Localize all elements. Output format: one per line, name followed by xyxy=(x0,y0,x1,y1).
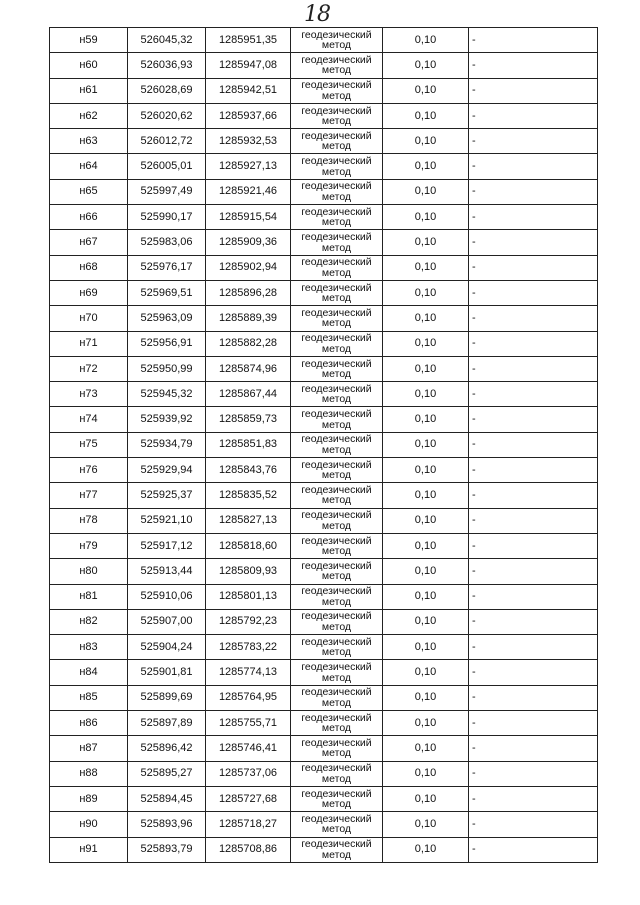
table-row xyxy=(50,382,598,407)
accuracy-cell: 0,10 xyxy=(383,609,469,634)
point-name-cell: н91 xyxy=(50,837,128,862)
table-row xyxy=(50,711,598,736)
point-name-cell: н65 xyxy=(50,179,128,204)
x-coordinate-cell: 526012,72 xyxy=(128,129,206,154)
point-name-cell: н90 xyxy=(50,812,128,837)
note-cell: - xyxy=(469,356,598,381)
table-row xyxy=(50,458,598,483)
note-cell: - xyxy=(469,53,598,78)
note-cell: - xyxy=(469,812,598,837)
table-row xyxy=(50,255,598,280)
accuracy-cell: 0,10 xyxy=(383,205,469,230)
point-name-cell: н60 xyxy=(50,53,128,78)
x-coordinate-cell: 525929,94 xyxy=(128,458,206,483)
table-row xyxy=(50,761,598,786)
accuracy-cell: 0,10 xyxy=(383,812,469,837)
table-row xyxy=(50,78,598,103)
method-cell: геодезический метод xyxy=(291,458,383,483)
x-coordinate-cell: 525910,06 xyxy=(128,584,206,609)
x-coordinate-cell: 525893,79 xyxy=(128,837,206,862)
point-name-cell: н69 xyxy=(50,280,128,305)
method-cell: геодезический метод xyxy=(291,154,383,179)
accuracy-cell: 0,10 xyxy=(383,78,469,103)
method-cell: геодезический метод xyxy=(291,761,383,786)
x-coordinate-cell: 526020,62 xyxy=(128,103,206,128)
method-cell: геодезический метод xyxy=(291,331,383,356)
note-cell: - xyxy=(469,432,598,457)
note-cell: - xyxy=(469,508,598,533)
note-cell: - xyxy=(469,78,598,103)
y-coordinate-cell: 1285927,13 xyxy=(206,154,291,179)
point-name-cell: н79 xyxy=(50,533,128,558)
note-cell: - xyxy=(469,255,598,280)
table-row xyxy=(50,129,598,154)
point-name-cell: н63 xyxy=(50,129,128,154)
accuracy-cell: 0,10 xyxy=(383,660,469,685)
y-coordinate-cell: 1285874,96 xyxy=(206,356,291,381)
x-coordinate-cell: 525895,27 xyxy=(128,761,206,786)
note-cell: - xyxy=(469,179,598,204)
x-coordinate-cell: 525983,06 xyxy=(128,230,206,255)
table-row xyxy=(50,230,598,255)
page-number: 18 xyxy=(304,2,330,27)
x-coordinate-cell: 525897,89 xyxy=(128,711,206,736)
y-coordinate-cell: 1285867,44 xyxy=(206,382,291,407)
note-cell: - xyxy=(469,154,598,179)
note-cell: - xyxy=(469,559,598,584)
table-row xyxy=(50,609,598,634)
method-cell: геодезический метод xyxy=(291,53,383,78)
method-cell: геодезический метод xyxy=(291,609,383,634)
point-name-cell: н78 xyxy=(50,508,128,533)
x-coordinate-cell: 525893,96 xyxy=(128,812,206,837)
accuracy-cell: 0,10 xyxy=(383,331,469,356)
point-name-cell: н72 xyxy=(50,356,128,381)
y-coordinate-cell: 1285801,13 xyxy=(206,584,291,609)
table-row xyxy=(50,306,598,331)
accuracy-cell: 0,10 xyxy=(383,179,469,204)
x-coordinate-cell: 525917,12 xyxy=(128,533,206,558)
table-row xyxy=(50,635,598,660)
y-coordinate-cell: 1285746,41 xyxy=(206,736,291,761)
method-cell: геодезический метод xyxy=(291,635,383,660)
accuracy-cell: 0,10 xyxy=(383,533,469,558)
note-cell: - xyxy=(469,660,598,685)
table-row xyxy=(50,786,598,811)
accuracy-cell: 0,10 xyxy=(383,356,469,381)
note-cell: - xyxy=(469,584,598,609)
method-cell: геодезический метод xyxy=(291,255,383,280)
table-row xyxy=(50,812,598,837)
table-row xyxy=(50,685,598,710)
y-coordinate-cell: 1285718,27 xyxy=(206,812,291,837)
point-name-cell: н81 xyxy=(50,584,128,609)
table-row xyxy=(50,837,598,862)
accuracy-cell: 0,10 xyxy=(383,407,469,432)
y-coordinate-cell: 1285835,52 xyxy=(206,483,291,508)
accuracy-cell: 0,10 xyxy=(383,711,469,736)
note-cell: - xyxy=(469,483,598,508)
point-name-cell: н70 xyxy=(50,306,128,331)
y-coordinate-cell: 1285942,51 xyxy=(206,78,291,103)
note-cell: - xyxy=(469,28,598,53)
accuracy-cell: 0,10 xyxy=(383,458,469,483)
note-cell: - xyxy=(469,230,598,255)
x-coordinate-cell: 525907,00 xyxy=(128,609,206,634)
method-cell: геодезический метод xyxy=(291,533,383,558)
x-coordinate-cell: 526045,32 xyxy=(128,28,206,53)
point-name-cell: н74 xyxy=(50,407,128,432)
point-name-cell: н64 xyxy=(50,154,128,179)
y-coordinate-cell: 1285882,28 xyxy=(206,331,291,356)
note-cell: - xyxy=(469,382,598,407)
x-coordinate-cell: 526036,93 xyxy=(128,53,206,78)
table-row xyxy=(50,103,598,128)
x-coordinate-cell: 525901,81 xyxy=(128,660,206,685)
y-coordinate-cell: 1285843,76 xyxy=(206,458,291,483)
table-row xyxy=(50,584,598,609)
method-cell: геодезический метод xyxy=(291,432,383,457)
y-coordinate-cell: 1285737,06 xyxy=(206,761,291,786)
note-cell: - xyxy=(469,458,598,483)
accuracy-cell: 0,10 xyxy=(383,306,469,331)
table-row xyxy=(50,736,598,761)
x-coordinate-cell: 525945,32 xyxy=(128,382,206,407)
method-cell: геодезический метод xyxy=(291,78,383,103)
point-name-cell: н86 xyxy=(50,711,128,736)
method-cell: геодезический метод xyxy=(291,230,383,255)
accuracy-cell: 0,10 xyxy=(383,103,469,128)
point-name-cell: н62 xyxy=(50,103,128,128)
table-row xyxy=(50,559,598,584)
table-row xyxy=(50,53,598,78)
accuracy-cell: 0,10 xyxy=(383,736,469,761)
point-name-cell: н61 xyxy=(50,78,128,103)
method-cell: геодезический метод xyxy=(291,508,383,533)
point-name-cell: н89 xyxy=(50,786,128,811)
y-coordinate-cell: 1285889,39 xyxy=(206,306,291,331)
x-coordinate-cell: 525997,49 xyxy=(128,179,206,204)
note-cell: - xyxy=(469,685,598,710)
y-coordinate-cell: 1285827,13 xyxy=(206,508,291,533)
note-cell: - xyxy=(469,306,598,331)
accuracy-cell: 0,10 xyxy=(383,280,469,305)
y-coordinate-cell: 1285896,28 xyxy=(206,280,291,305)
y-coordinate-cell: 1285792,23 xyxy=(206,609,291,634)
y-coordinate-cell: 1285915,54 xyxy=(206,205,291,230)
x-coordinate-cell: 525969,51 xyxy=(128,280,206,305)
y-coordinate-cell: 1285902,94 xyxy=(206,255,291,280)
x-coordinate-cell: 526028,69 xyxy=(128,78,206,103)
method-cell: геодезический метод xyxy=(291,356,383,381)
x-coordinate-cell: 525899,69 xyxy=(128,685,206,710)
point-name-cell: н71 xyxy=(50,331,128,356)
method-cell: геодезический метод xyxy=(291,382,383,407)
y-coordinate-cell: 1285859,73 xyxy=(206,407,291,432)
point-name-cell: н82 xyxy=(50,609,128,634)
method-cell: геодезический метод xyxy=(291,306,383,331)
x-coordinate-cell: 525913,44 xyxy=(128,559,206,584)
x-coordinate-cell: 526005,01 xyxy=(128,154,206,179)
point-name-cell: н88 xyxy=(50,761,128,786)
accuracy-cell: 0,10 xyxy=(383,559,469,584)
table-row xyxy=(50,331,598,356)
point-name-cell: н80 xyxy=(50,559,128,584)
accuracy-cell: 0,10 xyxy=(383,483,469,508)
y-coordinate-cell: 1285937,66 xyxy=(206,103,291,128)
note-cell: - xyxy=(469,103,598,128)
method-cell: геодезический метод xyxy=(291,483,383,508)
x-coordinate-cell: 525904,24 xyxy=(128,635,206,660)
accuracy-cell: 0,10 xyxy=(383,53,469,78)
y-coordinate-cell: 1285921,46 xyxy=(206,179,291,204)
method-cell: геодезический метод xyxy=(291,786,383,811)
x-coordinate-cell: 525976,17 xyxy=(128,255,206,280)
x-coordinate-cell: 525950,99 xyxy=(128,356,206,381)
note-cell: - xyxy=(469,205,598,230)
point-name-cell: н59 xyxy=(50,28,128,53)
accuracy-cell: 0,10 xyxy=(383,28,469,53)
accuracy-cell: 0,10 xyxy=(383,584,469,609)
method-cell: геодезический метод xyxy=(291,179,383,204)
point-name-cell: н85 xyxy=(50,685,128,710)
y-coordinate-cell: 1285774,13 xyxy=(206,660,291,685)
method-cell: геодезический метод xyxy=(291,103,383,128)
note-cell: - xyxy=(469,736,598,761)
accuracy-cell: 0,10 xyxy=(383,382,469,407)
y-coordinate-cell: 1285851,83 xyxy=(206,432,291,457)
x-coordinate-cell: 525896,42 xyxy=(128,736,206,761)
table-row xyxy=(50,533,598,558)
table-row xyxy=(50,508,598,533)
table-row xyxy=(50,356,598,381)
x-coordinate-cell: 525939,92 xyxy=(128,407,206,432)
accuracy-cell: 0,10 xyxy=(383,761,469,786)
method-cell: геодезический метод xyxy=(291,685,383,710)
point-name-cell: н68 xyxy=(50,255,128,280)
note-cell: - xyxy=(469,533,598,558)
note-cell: - xyxy=(469,635,598,660)
accuracy-cell: 0,10 xyxy=(383,635,469,660)
point-name-cell: н66 xyxy=(50,205,128,230)
table-row xyxy=(50,154,598,179)
method-cell: геодезический метод xyxy=(291,736,383,761)
method-cell: геодезический метод xyxy=(291,711,383,736)
table-row xyxy=(50,280,598,305)
table-body xyxy=(50,28,598,863)
note-cell: - xyxy=(469,407,598,432)
note-cell: - xyxy=(469,711,598,736)
point-name-cell: н87 xyxy=(50,736,128,761)
accuracy-cell: 0,10 xyxy=(383,129,469,154)
accuracy-cell: 0,10 xyxy=(383,255,469,280)
y-coordinate-cell: 1285818,60 xyxy=(206,533,291,558)
point-name-cell: н76 xyxy=(50,458,128,483)
x-coordinate-cell: 525934,79 xyxy=(128,432,206,457)
method-cell: геодезический метод xyxy=(291,407,383,432)
y-coordinate-cell: 1285783,22 xyxy=(206,635,291,660)
point-name-cell: н75 xyxy=(50,432,128,457)
y-coordinate-cell: 1285755,71 xyxy=(206,711,291,736)
table-row xyxy=(50,205,598,230)
y-coordinate-cell: 1285951,35 xyxy=(206,28,291,53)
x-coordinate-cell: 525956,91 xyxy=(128,331,206,356)
table-row xyxy=(50,432,598,457)
y-coordinate-cell: 1285764,95 xyxy=(206,685,291,710)
method-cell: геодезический метод xyxy=(291,812,383,837)
note-cell: - xyxy=(469,761,598,786)
accuracy-cell: 0,10 xyxy=(383,837,469,862)
y-coordinate-cell: 1285809,93 xyxy=(206,559,291,584)
note-cell: - xyxy=(469,609,598,634)
point-name-cell: н67 xyxy=(50,230,128,255)
table-row xyxy=(50,660,598,685)
coordinates-table xyxy=(49,27,598,863)
accuracy-cell: 0,10 xyxy=(383,685,469,710)
method-cell: геодезический метод xyxy=(291,584,383,609)
y-coordinate-cell: 1285932,53 xyxy=(206,129,291,154)
table-row xyxy=(50,179,598,204)
point-name-cell: н83 xyxy=(50,635,128,660)
y-coordinate-cell: 1285708,86 xyxy=(206,837,291,862)
table-row xyxy=(50,483,598,508)
x-coordinate-cell: 525894,45 xyxy=(128,786,206,811)
method-cell: геодезический метод xyxy=(291,205,383,230)
note-cell: - xyxy=(469,331,598,356)
accuracy-cell: 0,10 xyxy=(383,786,469,811)
method-cell: геодезический метод xyxy=(291,559,383,584)
accuracy-cell: 0,10 xyxy=(383,432,469,457)
x-coordinate-cell: 525963,09 xyxy=(128,306,206,331)
note-cell: - xyxy=(469,786,598,811)
method-cell: геодезический метод xyxy=(291,129,383,154)
point-name-cell: н77 xyxy=(50,483,128,508)
table-row xyxy=(50,407,598,432)
y-coordinate-cell: 1285909,36 xyxy=(206,230,291,255)
method-cell: геодезический метод xyxy=(291,280,383,305)
method-cell: геодезический метод xyxy=(291,660,383,685)
accuracy-cell: 0,10 xyxy=(383,154,469,179)
accuracy-cell: 0,10 xyxy=(383,230,469,255)
y-coordinate-cell: 1285727,68 xyxy=(206,786,291,811)
point-name-cell: н73 xyxy=(50,382,128,407)
note-cell: - xyxy=(469,837,598,862)
x-coordinate-cell: 525990,17 xyxy=(128,205,206,230)
method-cell: геодезический метод xyxy=(291,28,383,53)
x-coordinate-cell: 525921,10 xyxy=(128,508,206,533)
note-cell: - xyxy=(469,280,598,305)
method-cell: геодезический метод xyxy=(291,837,383,862)
table-row xyxy=(50,28,598,53)
note-cell: - xyxy=(469,129,598,154)
accuracy-cell: 0,10 xyxy=(383,508,469,533)
x-coordinate-cell: 525925,37 xyxy=(128,483,206,508)
point-name-cell: н84 xyxy=(50,660,128,685)
y-coordinate-cell: 1285947,08 xyxy=(206,53,291,78)
